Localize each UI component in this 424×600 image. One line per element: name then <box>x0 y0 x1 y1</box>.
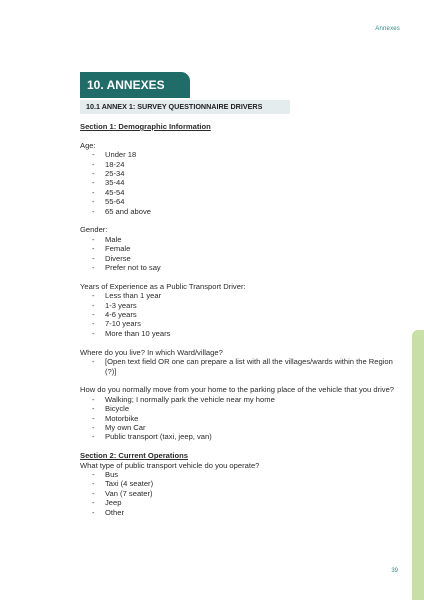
list-item: - Other <box>80 508 404 517</box>
gender-question: Gender: <box>80 225 108 235</box>
list-item: - 4-6 years <box>80 310 404 319</box>
list-item: - 45-54 <box>80 188 404 197</box>
list-item: - Male <box>80 235 404 244</box>
list-item: - Female <box>80 244 404 253</box>
vehicle-options <box>80 470 404 517</box>
list-item: - Public transport (taxi, jeep, van) <box>80 432 404 441</box>
list-item: - Under 18 <box>80 150 404 159</box>
commute-options <box>80 395 404 442</box>
gender-options <box>80 235 404 273</box>
questionnaire-body <box>80 122 404 517</box>
section2-title: Section 2: Current Operations <box>80 451 189 461</box>
list-item: - 35-44 <box>80 178 404 187</box>
commute-question: How do you normally move from your home to the parking place of the vehicle that you drive? <box>80 385 395 395</box>
list-item: - Bicycle <box>80 404 404 413</box>
list-item: - 55-64 <box>80 197 404 206</box>
list-item: - 1-3 years <box>80 301 404 310</box>
list-item: - 7-10 years <box>80 319 404 328</box>
vehicle-question: What type of public transport vehicle do you operate? <box>80 460 260 470</box>
age-options <box>80 150 404 216</box>
list-item: - Prefer not to say <box>80 263 404 272</box>
list-item: - [Open text field OR one can prepare a list with all the villages/wards within the Region (?)] <box>80 357 404 376</box>
list-item: - Diverse <box>80 254 404 263</box>
list-item: - Walking; I normally park the vehicle near my home <box>80 395 404 404</box>
list-item: - 18-24 <box>80 160 404 169</box>
list-item: - My own Car <box>80 423 404 432</box>
residence-question: Where do you live? In which Ward/village? <box>80 347 223 357</box>
section-heading: 10.1 ANNEX 1: SURVEY QUESTIONNAIRE DRIVERS <box>80 100 290 114</box>
list-item: - Less than 1 year <box>80 291 404 300</box>
chapter-title: 10. ANNEXES <box>80 72 190 98</box>
residence-options <box>80 357 404 376</box>
side-tab-decoration <box>412 330 424 600</box>
experience-question: Years of Experience as a Public Transport Driver: <box>80 281 246 291</box>
list-item: - Bus <box>80 470 404 479</box>
list-item: - More than 10 years <box>80 329 404 338</box>
list-item: - Van (7 seater) <box>80 489 404 498</box>
running-header: Annexes <box>375 26 400 32</box>
list-item: - 65 and above <box>80 207 404 216</box>
age-question: Age: <box>80 140 96 150</box>
experience-options <box>80 291 404 338</box>
section1-title: Section 1: Demographic Information <box>80 122 211 131</box>
list-item: - Jeep <box>80 498 404 507</box>
list-item: - 25-34 <box>80 169 404 178</box>
page-number: 39 <box>391 568 398 574</box>
list-item: - Motorbike <box>80 414 404 423</box>
list-item: - Taxi (4 seater) <box>80 479 404 488</box>
